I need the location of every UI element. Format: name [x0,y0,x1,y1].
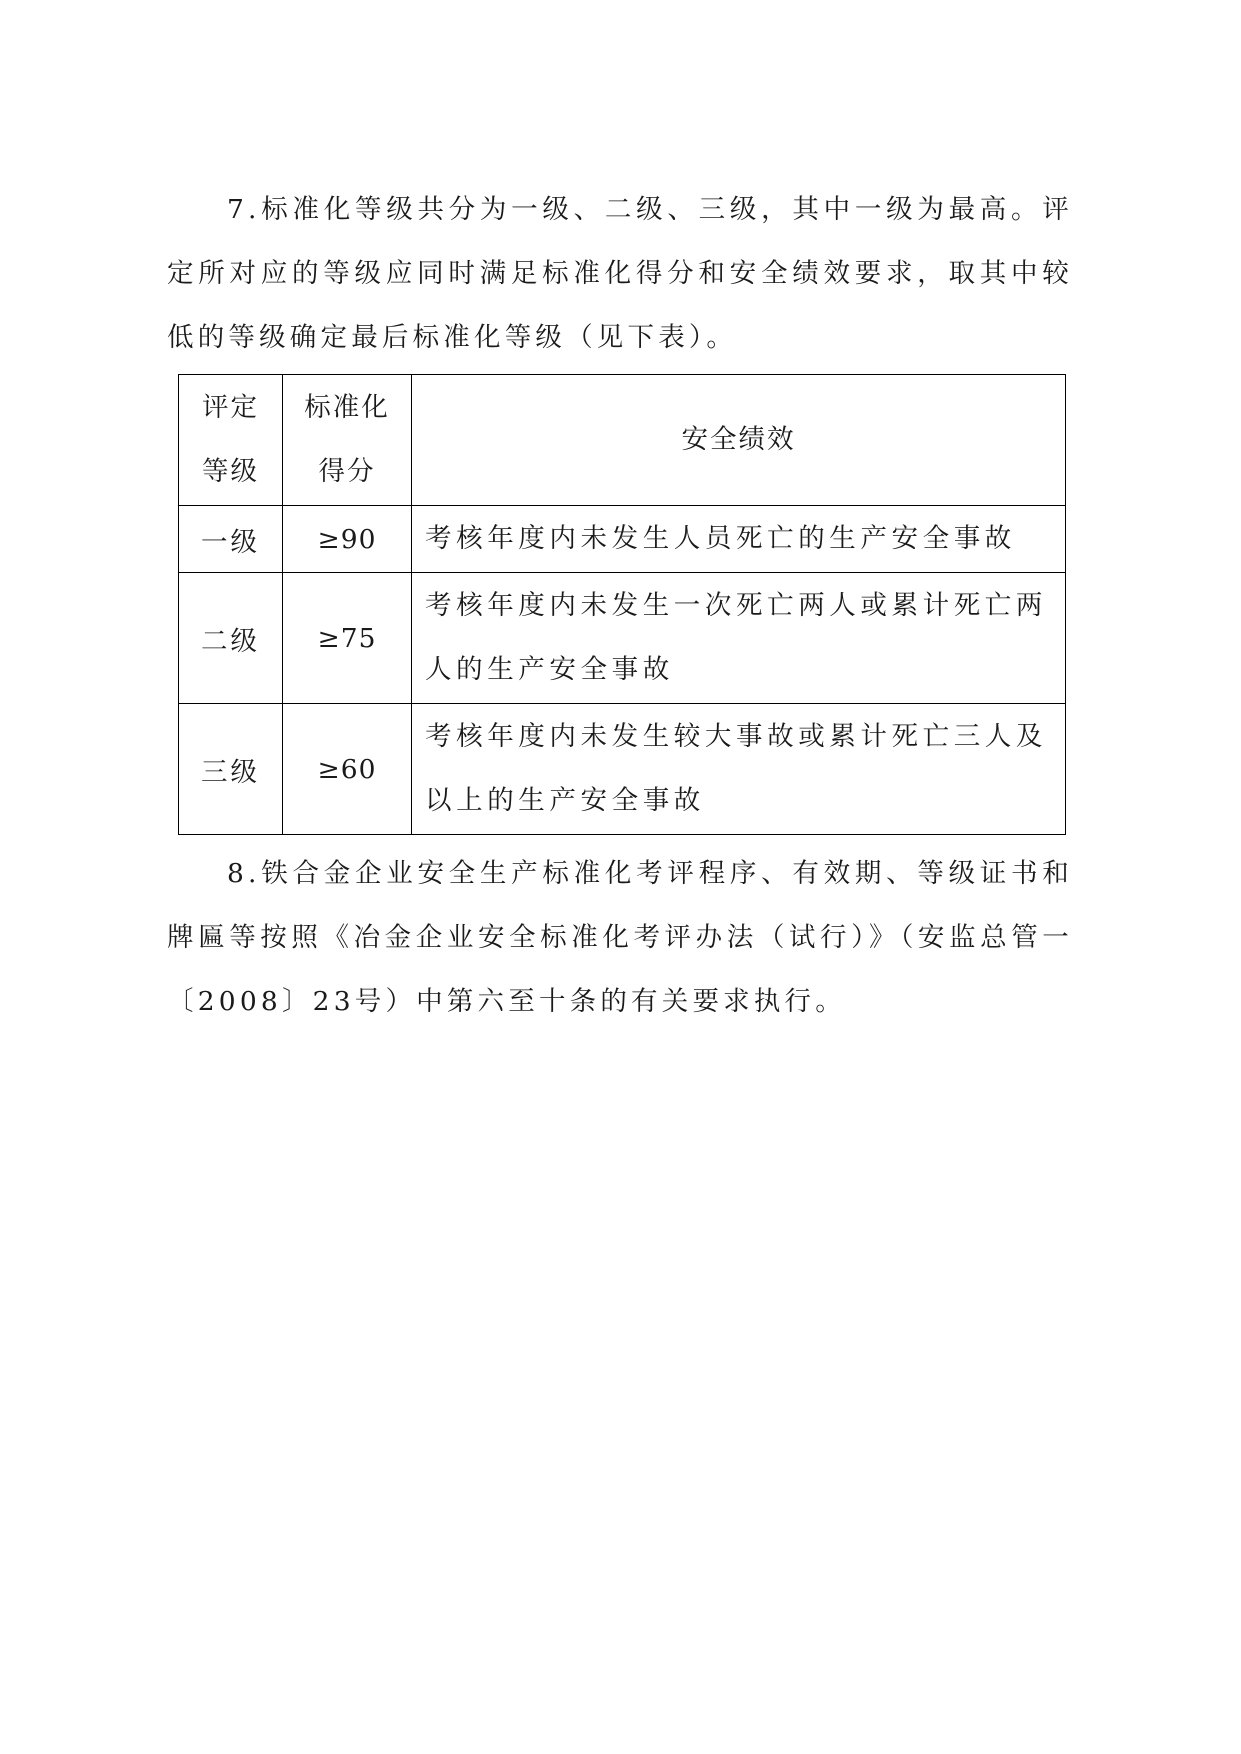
grade-cell: 三级 [179,704,283,835]
table-header-row [179,375,1066,506]
performance-cell: 考核年度内未发生一次死亡两人或累计死亡两人的生产安全事故 [412,573,1066,704]
paragraph-8: 8.铁合金企业安全生产标准化考评程序、有效期、等级证书和牌匾等按照《冶金企业安全标准化考评办法（试行）》（安监总管一〔2008〕23号）中第六至十条的有关要求执行。 [167,858,1073,1017]
header-grade-line2: 等级 [202,456,259,487]
header-grade-line1: 评定 [202,392,259,423]
table-row [179,704,1066,835]
table-row [179,506,1066,573]
score-cell: ≥60 [283,704,412,835]
paragraph-7: 7.标准化等级共分为一级、二级、三级，其中一级为最高。评定所对应的等级应同时满足标准化得分和安全绩效要求，取其中较低的等级确定最后标准化等级（见下表）。 [167,194,1073,353]
grade-cell: 一级 [179,506,283,573]
score-cell: ≥75 [283,573,412,704]
header-grade [179,375,283,506]
header-score-line1: 标准化 [304,392,390,423]
performance-cell: 考核年度内未发生人员死亡的生产安全事故 [412,506,1066,573]
grade-cell: 二级 [179,573,283,704]
performance-cell: 考核年度内未发生较大事故或累计死亡三人及以上的生产安全事故 [412,704,1066,835]
header-score-line2: 得分 [318,456,376,487]
score-cell: ≥90 [283,506,412,573]
table-row [179,573,1066,704]
header-score [283,375,412,506]
header-performance: 安全绩效 [412,375,1066,506]
grade-criteria-table [178,374,1066,835]
